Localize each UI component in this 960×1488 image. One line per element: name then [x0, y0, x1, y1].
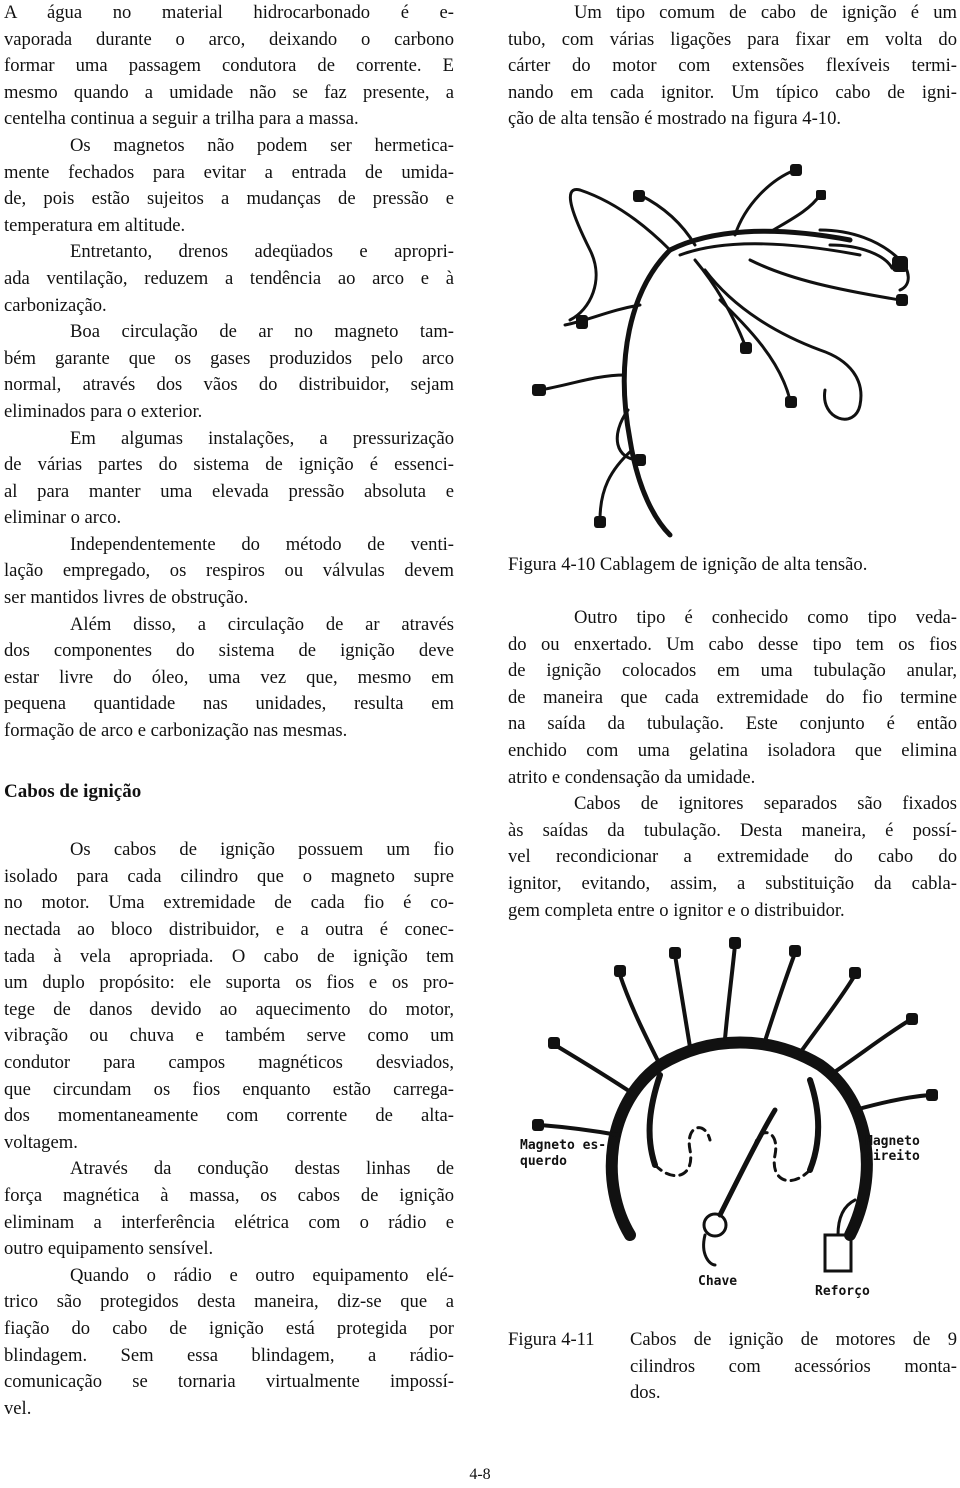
right-column-middle — [508, 605, 957, 924]
text-line: blindagem. Sem essa blindagem, a rádio- — [4, 1344, 454, 1366]
page-number: 4-8 — [469, 1466, 491, 1483]
figure-caption-text — [630, 1327, 957, 1407]
text-line: no motor. Uma extremidade de cada fio é co- — [4, 892, 454, 914]
text-line: Através da condução destas linhas de — [70, 1158, 454, 1180]
text-line: vel. — [4, 1397, 32, 1419]
paragraph — [508, 791, 957, 924]
text-line: Outro tipo é conhecido como tipo veda- — [574, 607, 957, 628]
text-line: nectada ao bloco distribuidor, e a outra é conec- — [4, 919, 454, 940]
text-line: de várias partes do sistema de ignição é essenci- — [4, 454, 454, 476]
left-column — [4, 0, 454, 1422]
text-line: do ou enxertado. Um cabo desse tipo tem os fios — [508, 633, 957, 655]
text-line: estar livre do óleo, uma vez que, mesmo em — [4, 666, 454, 688]
text-line: Independentemente do método de venti- — [70, 533, 454, 555]
paragraph — [4, 133, 454, 239]
text-line: bém garante que os gases produzidos pelo arco — [4, 347, 454, 369]
text-line: enchido com uma gelatina isoladora que elimina — [508, 739, 957, 761]
text-line: nando em cada ignitor. Um típico cabo de igni- — [508, 81, 957, 103]
text-line: A água no material hidrocarbonado é e- — [4, 2, 454, 23]
text-line: Quando o rádio e outro equipamento elé- — [70, 1264, 454, 1286]
text-line: eliminam a interferência elétrica com o rádio e — [4, 1211, 454, 1233]
text-line: Os magnetos não podem ser hermetica- — [70, 134, 454, 156]
text-line: formação de arco e carbonização nas mesmas. — [4, 720, 348, 742]
text-line: dos componentes do sistema de ignição deve — [4, 640, 454, 662]
text-line: ção de alta tensão é mostrado na figura 4-10. — [508, 108, 842, 130]
right-column — [508, 0, 957, 133]
text-line: isolado para cada cilindro que o magneto supre — [4, 865, 454, 887]
text-line: carbonização. — [4, 294, 107, 316]
text-line: ser mantidos livres de obstrução. — [4, 587, 249, 609]
section-heading: Cabos de ignição — [4, 780, 142, 802]
text-line: trico são protegidos desta maneira, diz-se que a — [4, 1291, 454, 1313]
switch-label: Chave — [698, 1274, 738, 1289]
paragraph — [4, 612, 454, 745]
text-line: de maneira que cada extremidade do fio termine — [508, 686, 957, 708]
right-magneto-label-2: direito — [865, 1149, 920, 1164]
text-line: Em algumas instalações, a pressurização — [70, 427, 454, 449]
text-line: al para manter uma elevada pressão absoluta e — [4, 480, 454, 502]
text-line: eliminar o arco. — [4, 507, 122, 529]
right-magneto-label-1: Magneto — [865, 1134, 920, 1149]
paragraph — [508, 605, 957, 791]
text-line: às saídas da tubulação. Desta maneira, é possí- — [508, 819, 957, 841]
paragraph — [4, 837, 454, 1156]
paragraph — [4, 532, 454, 612]
text-line: cárter do motor com extensões flexíveis termi- — [508, 55, 957, 77]
text-line: Cabos de ignitores separados são fixados — [574, 793, 957, 815]
text-line: formar uma passagem condutora de corrente. E — [4, 55, 454, 77]
figure-caption-label: Figura 4-11 — [508, 1329, 595, 1350]
text-line: ada ventilação, reduzem a tendência ao arco e à — [4, 267, 454, 289]
text-line: tege de danos devido ao aquecimento do motor, — [4, 998, 454, 1020]
text-line: Os cabos de ignição possuem um fio — [70, 839, 454, 861]
text-line: Além disso, a circulação de ar através — [70, 613, 454, 635]
text-line: Entretanto, drenos adeqüados e apropri- — [70, 241, 454, 263]
left-magneto-label-1: Magneto es- — [520, 1138, 607, 1153]
paragraph — [4, 1263, 454, 1423]
text-line: vibração ou chuva e também serve como um — [4, 1025, 454, 1047]
text-line: Um tipo comum de cabo de ignição é um — [574, 2, 957, 23]
text-line: de ignição colocados em uma tubulação anular, — [508, 660, 957, 682]
text-line: dos momentaneamente com corrente de alta- — [4, 1105, 454, 1127]
text-line: voltagem. — [4, 1131, 78, 1153]
text-line: cilindros com acessórios monta- — [630, 1355, 957, 1377]
text-line: ignitor, evitando, assim, a substituição da cabla- — [508, 872, 957, 894]
ignition-harness-figure — [520, 160, 960, 540]
text-line: centelha continua a seguir a trilha para a massa. — [4, 108, 359, 130]
figure-caption: Figura 4-10 Cablagem de ignição de alta tensão. — [508, 554, 868, 575]
text-line: dos. — [630, 1382, 661, 1404]
left-magneto-label-2: querdo — [520, 1154, 567, 1169]
text-line: tada à vela apropriada. O cabo de ignição tem — [4, 945, 454, 967]
text-line: mesmo quando a umidade não se faz presente, a — [4, 81, 454, 103]
booster-label: Reforço — [815, 1284, 870, 1299]
text-line: lação empregado, os respiros ou válvulas devem — [4, 560, 454, 582]
text-line: Boa circulação de ar no magneto tam- — [70, 321, 454, 343]
paragraph — [508, 0, 957, 133]
paragraph — [4, 1156, 454, 1262]
paragraph — [4, 426, 454, 532]
text-line: força magnética à massa, os cabos de ignição — [4, 1184, 454, 1206]
text-line: condutor para campos magnéticos desviados, — [4, 1051, 454, 1073]
paragraph — [4, 239, 454, 319]
text-line: normal, através dos vãos do distribuidor, sejam — [4, 374, 454, 396]
text-line: que circundam os fios enquanto estão carrega- — [4, 1078, 454, 1100]
paragraph — [4, 0, 454, 133]
text-line: na saída da tubulação. Este conjunto é então — [508, 713, 957, 735]
ignition-cables-9-cylinder-figure — [510, 935, 950, 1315]
text-line: pequena quantidade nas unidades, resulta em — [4, 693, 454, 715]
text-line: de, pois estão sujeitos a mudanças de pressão e — [4, 188, 454, 210]
text-line: fiação do cabo de ignição está protegida por — [4, 1317, 454, 1339]
text-line: tubo, com várias ligações para fixar em volta do — [508, 28, 957, 50]
text-line: mente fechados para evitar a entrada de umida- — [4, 161, 454, 183]
paragraph — [4, 319, 454, 425]
text-line: um duplo propósito: ele suporta os fios e os pro- — [4, 972, 454, 994]
text-line: vel recondicionar a extremidade do cabo do — [508, 846, 957, 868]
text-line: outro equipamento sensível. — [4, 1238, 214, 1260]
text-line: gem completa entre o ignitor e o distribuidor. — [508, 899, 845, 921]
text-line: temperatura em altitude. — [4, 214, 186, 236]
text-line: comunicação se tornaria virtualmente impossí- — [4, 1371, 454, 1393]
text-line: atrito e condensação da umidade. — [508, 766, 756, 788]
text-line: vaporada durante o arco, deixando o carbono — [4, 28, 454, 50]
text-line: Cabos de ignição de motores de 9 — [630, 1329, 957, 1350]
text-line: eliminados para o exterior. — [4, 400, 203, 422]
